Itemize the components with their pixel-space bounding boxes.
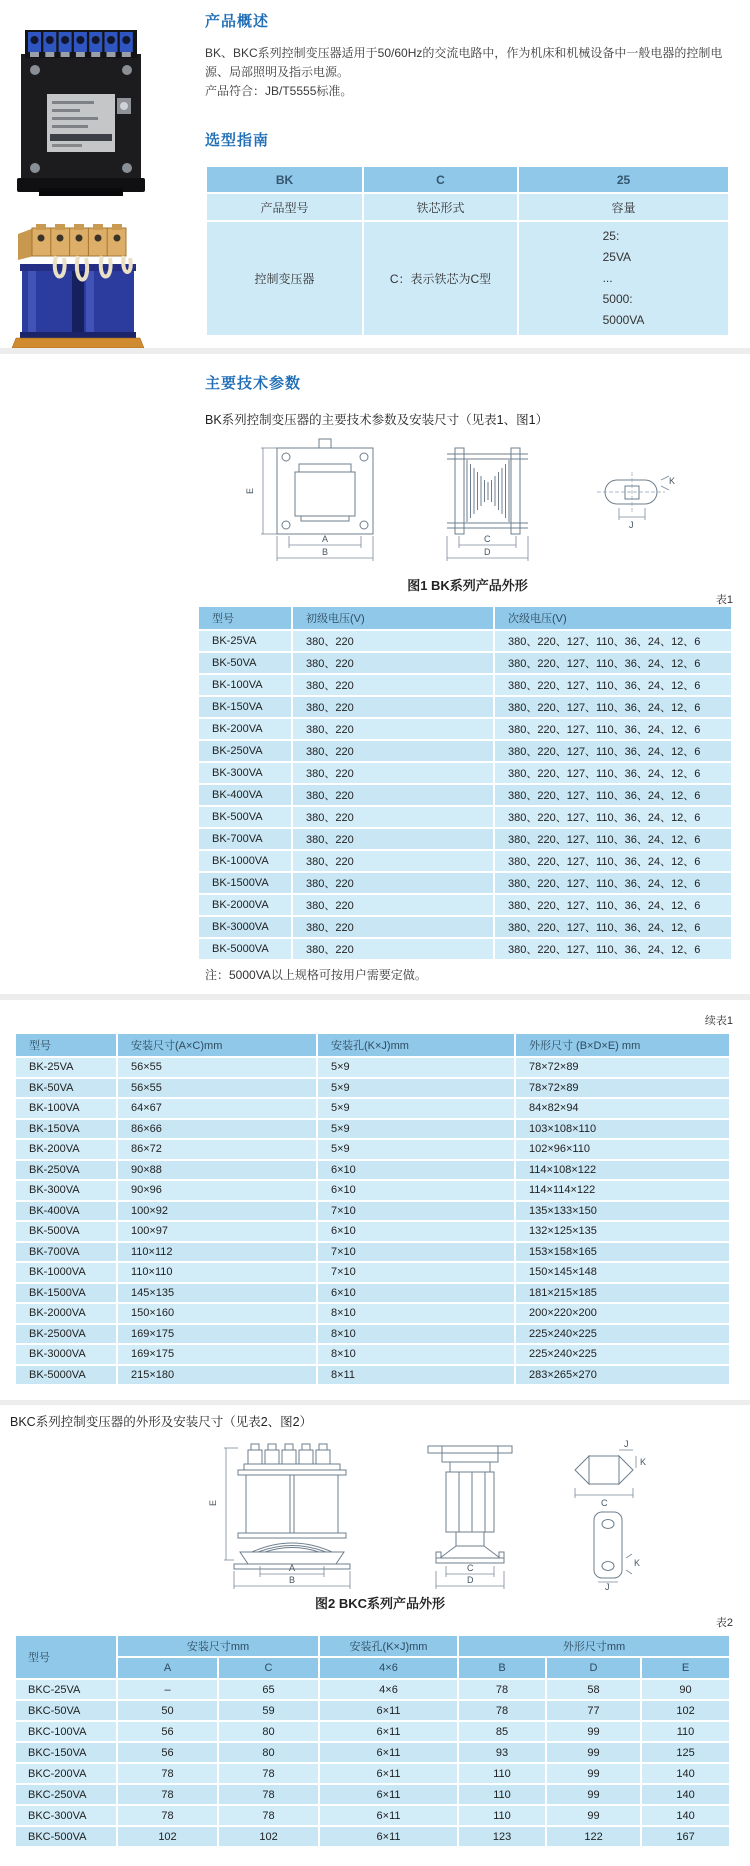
label-product-model: 产品型号 xyxy=(207,194,362,220)
table1-row xyxy=(198,828,732,850)
capacity-line: 5000VA xyxy=(602,313,645,327)
dim-a-cell: 56 xyxy=(117,1721,218,1742)
bkc-transformer-image xyxy=(12,224,144,356)
code-c: C xyxy=(364,167,517,192)
tech-heading: 主要技术参数 xyxy=(205,375,302,392)
table2-bkc-dimensions xyxy=(14,1634,731,1848)
outline-size-cell: 225×240×225 xyxy=(515,1324,730,1345)
model-cell: BK-300VA xyxy=(198,762,292,784)
dim-label-d: D xyxy=(484,547,491,557)
secondary-voltage-cell: 380、220、127、110、36、24、12、6 xyxy=(494,652,732,674)
table2-header-mount: 安装尺寸mm xyxy=(117,1635,319,1657)
secondary-voltage-cell: 380、220、127、110、36、24、12、6 xyxy=(494,872,732,894)
selection-value-row xyxy=(207,222,728,335)
table1-row xyxy=(198,674,732,696)
dim-a-cell: – xyxy=(117,1679,218,1700)
model-cell: BK-250VA xyxy=(198,740,292,762)
mount-hole-cell: 6×10 xyxy=(317,1160,515,1181)
section-divider xyxy=(0,348,750,354)
mount-size-cell: 56×55 xyxy=(117,1078,317,1099)
dim-label-a: A xyxy=(322,534,329,544)
primary-voltage-cell: 380、220 xyxy=(292,674,494,696)
cont-table-header-row xyxy=(15,1033,730,1057)
secondary-voltage-cell: 380、220、127、110、36、24、12、6 xyxy=(494,762,732,784)
overview-body: BK、BKC系列控制变压器适用于50/60Hz的交流电路中，作为机床和机械设备中一般电器的控制电源、局部照明及指示电源。 xyxy=(205,46,723,79)
secondary-voltage-cell: 380、220、127、110、36、24、12、6 xyxy=(494,916,732,938)
overview-heading: 产品概述 xyxy=(205,13,270,30)
bkc-intro: BKC系列控制变压器的外形及安装尺寸（见表2、图2） xyxy=(10,1415,313,1429)
secondary-voltage-cell: 380、220、127、110、36、24、12、6 xyxy=(494,740,732,762)
dim-label-j: J xyxy=(605,1582,610,1590)
table2-row xyxy=(15,1700,730,1721)
model-cell: BK-500VA xyxy=(15,1221,117,1242)
dim-d-cell: 99 xyxy=(546,1763,641,1784)
model-cell: BK-300VA xyxy=(15,1180,117,1201)
table1-row xyxy=(198,740,732,762)
dim-d-cell: 77 xyxy=(546,1700,641,1721)
mount-size-cell: 110×110 xyxy=(117,1262,317,1283)
mount-size-cell: 100×92 xyxy=(117,1201,317,1222)
model-cell: BK-150VA xyxy=(15,1119,117,1140)
model-cell: BK-400VA xyxy=(198,784,292,806)
primary-voltage-cell: 380、220 xyxy=(292,784,494,806)
primary-voltage-cell: 380、220 xyxy=(292,806,494,828)
table1-voltages xyxy=(197,605,733,961)
mount-size-cell: 86×66 xyxy=(117,1119,317,1140)
mount-hole-cell: 7×10 xyxy=(317,1242,515,1263)
dim-a-cell: 102 xyxy=(117,1826,218,1847)
mount-hole-cell: 6×10 xyxy=(317,1283,515,1304)
cont-table-row xyxy=(15,1160,730,1181)
mount-size-cell: 64×67 xyxy=(117,1098,317,1119)
table2-subheader-d: D xyxy=(546,1657,641,1679)
dim-label-d: D xyxy=(467,1575,474,1585)
model-cell: BK-2000VA xyxy=(15,1303,117,1324)
mount-hole-cell: 8×10 xyxy=(317,1344,515,1365)
figure1-caption: 图1 BK系列产品外形 xyxy=(407,578,528,593)
model-cell: BK-1000VA xyxy=(15,1262,117,1283)
outline-size-cell: 114×114×122 xyxy=(515,1180,730,1201)
dim-label-k: K xyxy=(640,1457,647,1467)
cont-table-row xyxy=(15,1242,730,1263)
model-cell: BK-100VA xyxy=(15,1098,117,1119)
model-cell: BK-200VA xyxy=(198,718,292,740)
dim-b-cell: 110 xyxy=(458,1805,546,1826)
primary-voltage-cell: 380、220 xyxy=(292,652,494,674)
model-cell: BK-50VA xyxy=(198,652,292,674)
model-cell: BK-150VA xyxy=(198,696,292,718)
model-cell: BKC-50VA xyxy=(15,1700,117,1721)
dim-a-cell: 78 xyxy=(117,1763,218,1784)
section-divider xyxy=(0,1400,750,1405)
mount-size-cell: 86×72 xyxy=(117,1139,317,1160)
cont-header-model: 型号 xyxy=(15,1033,117,1057)
mount-hole-cell: 8×10 xyxy=(317,1303,515,1324)
cont-table-row xyxy=(15,1078,730,1099)
table1-row xyxy=(198,872,732,894)
dim-d-cell: 58 xyxy=(546,1679,641,1700)
cont-header-hole: 安装孔(K×J)mm xyxy=(317,1033,515,1057)
figure1-drawing xyxy=(205,434,730,579)
selection-label-row xyxy=(207,194,728,220)
dim-b-cell: 110 xyxy=(458,1784,546,1805)
code-bk: BK xyxy=(207,167,362,192)
mount-hole-cell: 6×10 xyxy=(317,1180,515,1201)
fig2-side-view xyxy=(428,1446,512,1563)
mount-size-cell: 169×175 xyxy=(117,1324,317,1345)
table2-header-row2 xyxy=(15,1657,730,1679)
dim-d-cell: 99 xyxy=(546,1721,641,1742)
model-cell: BKC-200VA xyxy=(15,1763,117,1784)
section-divider xyxy=(0,994,750,1000)
cont-table-row xyxy=(15,1221,730,1242)
model-cell: BK-1000VA xyxy=(198,850,292,872)
dim-b-cell: 110 xyxy=(458,1763,546,1784)
bk-transformer-image xyxy=(15,28,147,200)
mount-hole-cell: 8×11 xyxy=(317,1365,515,1386)
value-capacity xyxy=(519,222,728,335)
cont-header-outline: 外形尺寸 (B×D×E) mm xyxy=(515,1033,730,1057)
dim-d-cell: 122 xyxy=(546,1826,641,1847)
mount-size-cell: 56×55 xyxy=(117,1057,317,1078)
mount-hole-cell: 7×10 xyxy=(317,1262,515,1283)
mount-hole-cell: 5×9 xyxy=(317,1078,515,1099)
dim-b-cell: 78 xyxy=(458,1700,546,1721)
product-photo-bkc xyxy=(12,224,144,361)
table2-header-outline: 外形尺寸mm xyxy=(458,1635,730,1657)
model-cell: BK-200VA xyxy=(15,1139,117,1160)
table1-row xyxy=(198,652,732,674)
fig2-front-dims xyxy=(224,1448,350,1589)
dim-a-cell: 56 xyxy=(117,1742,218,1763)
table1-row xyxy=(198,696,732,718)
hole-cell: 6×11 xyxy=(319,1763,458,1784)
dim-d-cell: 99 xyxy=(546,1784,641,1805)
model-cell: BK-5000VA xyxy=(15,1365,117,1386)
fig1-front-dims xyxy=(261,448,373,561)
dim-label-c: C xyxy=(484,534,491,544)
mount-hole-cell: 6×10 xyxy=(317,1221,515,1242)
table1-row xyxy=(198,784,732,806)
model-cell: BK-400VA xyxy=(15,1201,117,1222)
hole-cell: 4×6 xyxy=(319,1679,458,1700)
mount-size-cell: 215×180 xyxy=(117,1365,317,1386)
table2-row xyxy=(15,1784,730,1805)
selection-code-row xyxy=(207,167,728,192)
outline-size-cell: 103×108×110 xyxy=(515,1119,730,1140)
overview-paragraph xyxy=(205,44,733,101)
label-core-type: 铁芯形式 xyxy=(364,194,517,220)
hole-cell: 6×11 xyxy=(319,1721,458,1742)
tech-intro: BK系列控制变压器的主要技术参数及安装尺寸（见表1、图1） xyxy=(205,413,549,427)
overview-standard: 产品符合：JB/T5555标准。 xyxy=(205,84,353,98)
fig2-bracket-detail xyxy=(594,1512,622,1578)
model-cell: BK-2000VA xyxy=(198,894,292,916)
model-cell: BK-1500VA xyxy=(198,872,292,894)
mount-hole-cell: 5×9 xyxy=(317,1119,515,1140)
model-cell: BK-700VA xyxy=(198,828,292,850)
code-25: 25 xyxy=(519,167,728,192)
table1-row xyxy=(198,894,732,916)
dim-label-b: B xyxy=(322,547,329,557)
fig1-slot-centerlines xyxy=(597,472,665,512)
dim-e-cell: 140 xyxy=(641,1784,730,1805)
dim-b-cell: 85 xyxy=(458,1721,546,1742)
cont-header-mount: 安装尺寸(A×C)mm xyxy=(117,1033,317,1057)
dim-d-cell: 99 xyxy=(546,1742,641,1763)
secondary-voltage-cell: 380、220、127、110、36、24、12、6 xyxy=(494,718,732,740)
cont-table-tag: 续表1 xyxy=(704,1015,733,1027)
table1-row xyxy=(198,850,732,872)
outline-size-cell: 225×240×225 xyxy=(515,1344,730,1365)
primary-voltage-cell: 380、220 xyxy=(292,872,494,894)
dim-b-cell: 78 xyxy=(458,1679,546,1700)
capacity-line: ... xyxy=(602,271,613,285)
table2-row xyxy=(15,1742,730,1763)
secondary-voltage-cell: 380、220、127、110、36、24、12、6 xyxy=(494,894,732,916)
model-cell: BK-700VA xyxy=(15,1242,117,1263)
dim-e-cell: 140 xyxy=(641,1763,730,1784)
mount-size-cell: 90×88 xyxy=(117,1160,317,1181)
selection-table xyxy=(207,167,728,335)
secondary-voltage-cell: 380、220、127、110、36、24、12、6 xyxy=(494,806,732,828)
table2-subheader-hole: 4×6 xyxy=(319,1657,458,1679)
cont-table-row xyxy=(15,1057,730,1078)
table1-header-model: 型号 xyxy=(198,606,292,630)
model-cell: BK-100VA xyxy=(198,674,292,696)
fig2-front-view xyxy=(234,1444,350,1569)
secondary-voltage-cell: 380、220、127、110、36、24、12、6 xyxy=(494,938,732,960)
primary-voltage-cell: 380、220 xyxy=(292,938,494,960)
cont-table-row xyxy=(15,1365,730,1386)
fig1-slot-dims xyxy=(619,476,669,520)
dim-e-cell: 167 xyxy=(641,1826,730,1847)
cont-table-row xyxy=(15,1344,730,1365)
table1-note: 注：5000VA以上规格可按用户需要定做。 xyxy=(205,968,427,982)
primary-voltage-cell: 380、220 xyxy=(292,916,494,938)
table2-row xyxy=(15,1721,730,1742)
mount-hole-cell: 8×10 xyxy=(317,1324,515,1345)
mount-size-cell: 100×97 xyxy=(117,1221,317,1242)
cont-table-row xyxy=(15,1201,730,1222)
table1-row xyxy=(198,916,732,938)
dim-e-cell: 102 xyxy=(641,1700,730,1721)
model-cell: BKC-300VA xyxy=(15,1805,117,1826)
dim-a-cell: 78 xyxy=(117,1805,218,1826)
outline-size-cell: 114×108×122 xyxy=(515,1160,730,1181)
model-cell: BK-25VA xyxy=(198,630,292,652)
table2-header-hole: 安装孔(K×J)mm xyxy=(319,1635,458,1657)
table2-row xyxy=(15,1826,730,1847)
cont-table-row xyxy=(15,1139,730,1160)
dim-d-cell: 99 xyxy=(546,1805,641,1826)
mount-hole-cell: 5×9 xyxy=(317,1057,515,1078)
primary-voltage-cell: 380、220 xyxy=(292,894,494,916)
secondary-voltage-cell: 380、220、127、110、36、24、12、6 xyxy=(494,696,732,718)
model-cell: BK-3000VA xyxy=(198,916,292,938)
dim-label-k: K xyxy=(669,476,676,486)
table1-header-row xyxy=(198,606,732,630)
dim-e-cell: 140 xyxy=(641,1805,730,1826)
model-cell: BK-50VA xyxy=(15,1078,117,1099)
cont-table-row xyxy=(15,1283,730,1304)
table1-row xyxy=(198,718,732,740)
cont-table-row xyxy=(15,1119,730,1140)
nameplate xyxy=(47,94,115,152)
secondary-voltage-cell: 380、220、127、110、36、24、12、6 xyxy=(494,674,732,696)
primary-voltage-cell: 380、220 xyxy=(292,850,494,872)
table1-row xyxy=(198,762,732,784)
dim-c-cell: 80 xyxy=(218,1742,319,1763)
fig2-core-top-view xyxy=(575,1456,633,1484)
model-cell: BK-5000VA xyxy=(198,938,292,960)
mount-hole-cell: 7×10 xyxy=(317,1201,515,1222)
fig1-side-view xyxy=(447,448,528,534)
cont-table-row xyxy=(15,1262,730,1283)
primary-voltage-cell: 380、220 xyxy=(292,696,494,718)
value-core: C：表示铁芯为C型 xyxy=(364,222,517,335)
secondary-voltage-cell: 380、220、127、110、36、24、12、6 xyxy=(494,850,732,872)
value-product: 控制变压器 xyxy=(207,222,362,335)
table2-subheader-b: B xyxy=(458,1657,546,1679)
table2-subheader-e: E xyxy=(641,1657,730,1679)
dim-label-j: J xyxy=(624,1440,629,1449)
outline-size-cell: 283×265×270 xyxy=(515,1365,730,1386)
outline-size-cell: 181×215×185 xyxy=(515,1283,730,1304)
dim-c-cell: 78 xyxy=(218,1805,319,1826)
capacity-line: 25: xyxy=(602,229,620,243)
dim-label-e: E xyxy=(208,1499,218,1506)
primary-voltage-cell: 380、220 xyxy=(292,630,494,652)
figure2-drawing xyxy=(100,1440,660,1595)
table2-row xyxy=(15,1805,730,1826)
outline-size-cell: 132×125×135 xyxy=(515,1221,730,1242)
model-cell: BK-1500VA xyxy=(15,1283,117,1304)
primary-voltage-cell: 380、220 xyxy=(292,718,494,740)
dim-c-cell: 102 xyxy=(218,1826,319,1847)
model-cell: BK-250VA xyxy=(15,1160,117,1181)
label-capacity: 容量 xyxy=(519,194,728,220)
hole-cell: 6×11 xyxy=(319,1784,458,1805)
hole-cell: 6×11 xyxy=(319,1742,458,1763)
outline-size-cell: 78×72×89 xyxy=(515,1057,730,1078)
capacity-lines xyxy=(603,226,645,331)
outline-size-cell: 150×145×148 xyxy=(515,1262,730,1283)
table2-subheader-c: C xyxy=(218,1657,319,1679)
dim-a-cell: 78 xyxy=(117,1784,218,1805)
cont-table-row xyxy=(15,1324,730,1345)
secondary-voltage-cell: 380、220、127、110、36、24、12、6 xyxy=(494,828,732,850)
dim-c-cell: 78 xyxy=(218,1784,319,1805)
secondary-voltage-cell: 380、220、127、110、36、24、12、6 xyxy=(494,630,732,652)
dim-e-cell: 90 xyxy=(641,1679,730,1700)
outline-size-cell: 153×158×165 xyxy=(515,1242,730,1263)
model-cell: BK-500VA xyxy=(198,806,292,828)
model-cell: BKC-100VA xyxy=(15,1721,117,1742)
table1-header-secondary: 次级电压(V) xyxy=(494,606,732,630)
dim-c-cell: 80 xyxy=(218,1721,319,1742)
outline-size-cell: 84×82×94 xyxy=(515,1098,730,1119)
dim-c-cell: 65 xyxy=(218,1679,319,1700)
mount-size-cell: 169×175 xyxy=(117,1344,317,1365)
dim-label-c: C xyxy=(601,1498,608,1508)
hole-cell: 6×11 xyxy=(319,1700,458,1721)
table2-subheader-a: A xyxy=(117,1657,218,1679)
hole-cell: 6×11 xyxy=(319,1826,458,1847)
model-cell: BKC-150VA xyxy=(15,1742,117,1763)
dim-e-cell: 125 xyxy=(641,1742,730,1763)
dim-label-a: A xyxy=(289,1563,296,1573)
dim-a-cell: 50 xyxy=(117,1700,218,1721)
dim-label-c: C xyxy=(467,1563,474,1573)
table2-row xyxy=(15,1763,730,1784)
dim-b-cell: 123 xyxy=(458,1826,546,1847)
dim-e-cell: 110 xyxy=(641,1721,730,1742)
dim-label-j: J xyxy=(629,520,634,530)
mount-size-cell: 110×112 xyxy=(117,1242,317,1263)
table2-header-model: 型号 xyxy=(15,1635,117,1679)
primary-voltage-cell: 380、220 xyxy=(292,828,494,850)
table1-row xyxy=(198,806,732,828)
model-cell: BKC-25VA xyxy=(15,1679,117,1700)
capacity-line: 5000: xyxy=(602,292,633,306)
cont-table-row xyxy=(15,1303,730,1324)
mount-size-cell: 150×160 xyxy=(117,1303,317,1324)
model-cell: BKC-250VA xyxy=(15,1784,117,1805)
cont-table-dimensions xyxy=(14,1032,731,1386)
primary-voltage-cell: 380、220 xyxy=(292,762,494,784)
selection-heading: 选型指南 xyxy=(205,132,270,149)
table1-header-primary: 初级电压(V) xyxy=(292,606,494,630)
capacity-line: 25VA xyxy=(602,250,632,264)
mount-hole-cell: 5×9 xyxy=(317,1139,515,1160)
dim-c-cell: 78 xyxy=(218,1763,319,1784)
dim-label-b: B xyxy=(289,1575,296,1585)
mount-size-cell: 90×96 xyxy=(117,1180,317,1201)
table2-tag: 表2 xyxy=(715,1617,733,1629)
outline-size-cell: 135×133×150 xyxy=(515,1201,730,1222)
table1-row xyxy=(198,630,732,652)
outline-size-cell: 102×96×110 xyxy=(515,1139,730,1160)
primary-voltage-cell: 380、220 xyxy=(292,740,494,762)
cont-table-row xyxy=(15,1098,730,1119)
fig1-front-view xyxy=(277,439,373,534)
secondary-voltage-cell: 380、220、127、110、36、24、12、6 xyxy=(494,784,732,806)
dim-label-e: E xyxy=(245,487,255,494)
cont-table-row xyxy=(15,1180,730,1201)
table1-tag: 表1 xyxy=(715,594,733,606)
outline-size-cell: 78×72×89 xyxy=(515,1078,730,1099)
model-cell: BK-2500VA xyxy=(15,1324,117,1345)
model-cell: BK-25VA xyxy=(15,1057,117,1078)
fig2-core-dims xyxy=(575,1450,636,1498)
model-cell: BK-3000VA xyxy=(15,1344,117,1365)
outline-size-cell: 200×220×200 xyxy=(515,1303,730,1324)
dim-c-cell: 59 xyxy=(218,1700,319,1721)
table2-row xyxy=(15,1679,730,1700)
table2-header-row1 xyxy=(15,1635,730,1657)
mount-size-cell: 145×135 xyxy=(117,1283,317,1304)
model-cell: BKC-500VA xyxy=(15,1826,117,1847)
dim-label-k: K xyxy=(634,1558,641,1568)
table1-row xyxy=(198,938,732,960)
dim-b-cell: 93 xyxy=(458,1742,546,1763)
product-photo-bk xyxy=(15,28,147,205)
figure2-caption: 图2 BKC系列产品外形 xyxy=(314,1596,445,1611)
hole-cell: 6×11 xyxy=(319,1805,458,1826)
mount-hole-cell: 5×9 xyxy=(317,1098,515,1119)
